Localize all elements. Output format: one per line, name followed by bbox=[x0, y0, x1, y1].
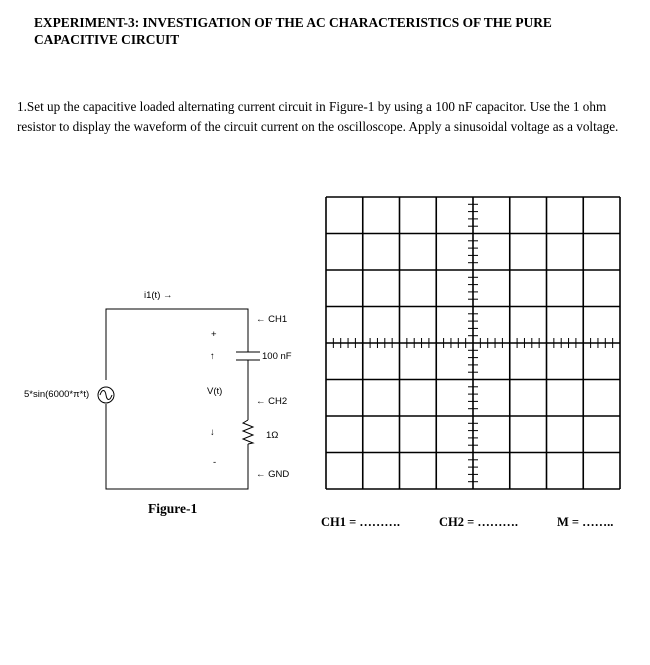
down-arrow-icon: ↓ bbox=[210, 427, 215, 438]
voltage-label: V(t) bbox=[207, 386, 223, 397]
resistor-label: 1Ω bbox=[266, 430, 279, 441]
source-label: 5*sin(6000*π*t) bbox=[24, 389, 90, 400]
gnd-probe-label: ← GND bbox=[256, 469, 290, 480]
figure-caption: Figure-1 bbox=[148, 501, 198, 516]
experiment-title: EXPERIMENT-3: INVESTIGATION OF THE AC CHARACTERISTICS OF THE PURE CAPACITIVE CIRCUIT bbox=[34, 15, 552, 47]
ch1-measurement: CH1 = ………. bbox=[321, 515, 400, 529]
instruction-paragraph: 1.Set up the capacitive loaded alternating current circuit in Figure-1 by using a 100 nF capacitor. Use the 1 ohm resistor to display the waveform of the circuit current on the oscilloscope. Apply a sinusoidal voltage as a voltage. bbox=[17, 99, 619, 134]
minus-sign: - bbox=[213, 457, 217, 468]
ch2-probe-label: ← CH2 bbox=[256, 396, 288, 407]
capacitor-label: 100 nF bbox=[262, 351, 292, 362]
ch2-measurement: CH2 = ………. bbox=[439, 515, 518, 529]
up-arrow-icon: ↑ bbox=[210, 351, 215, 362]
m-measurement: M = …….. bbox=[557, 515, 614, 529]
plus-sign: + bbox=[211, 329, 217, 340]
current-label: i1(t) → bbox=[144, 290, 173, 301]
ch1-probe-label: ← CH1 bbox=[256, 314, 288, 325]
